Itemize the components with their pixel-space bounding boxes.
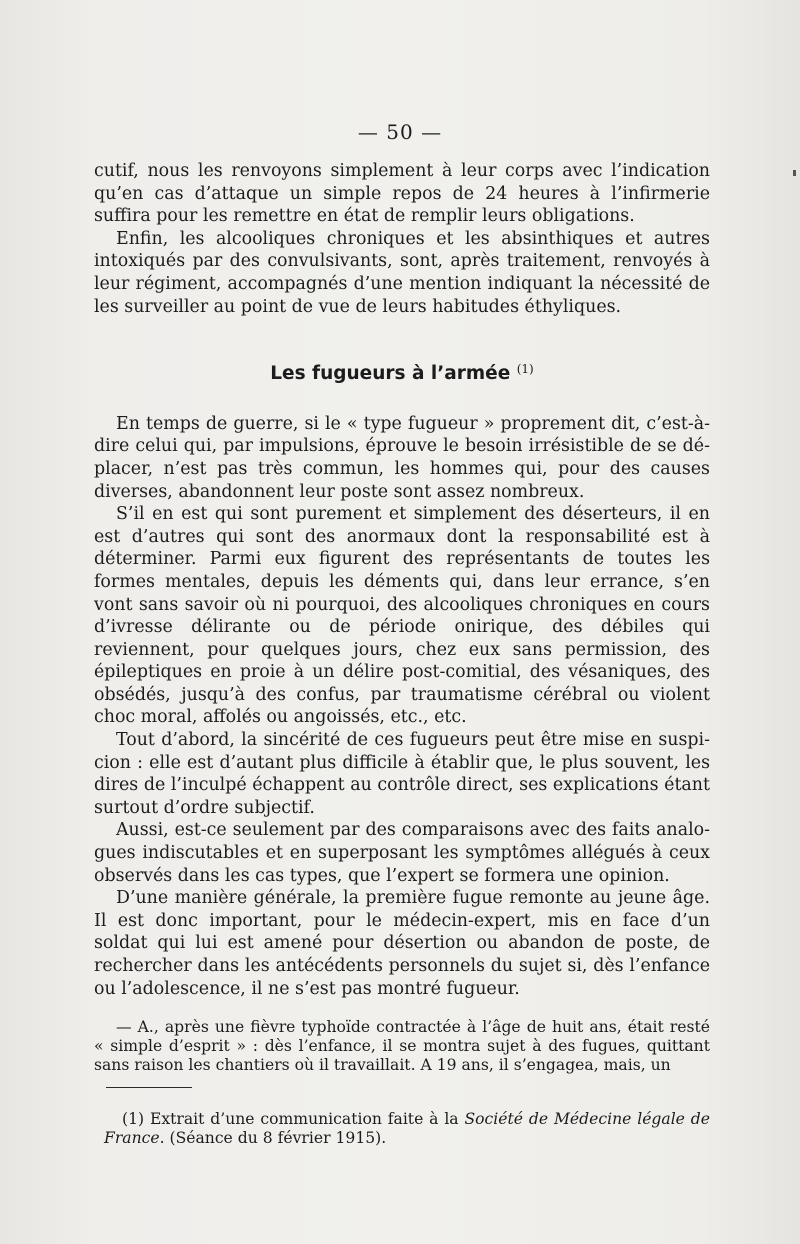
body-paragraph-1: En temps de guerre, si le « type fugueur » proprement dit, c’est-à-dire celui qui, par impulsions, éprouve le besoin irrésistible de se déplacer, n’est pas très commun, les hommes qui, pour des causes diverses, abandonnent leur poste sont assez nombreux.: [94, 413, 710, 502]
section-title: Les fugueurs à l’armée: [270, 363, 511, 385]
body-paragraph-4: Aussi, est-ce seulement par des comparaisons avec des faits analogues indiscutables et en superposant les symptômes allégués à ceux observés dans les cas types, que l’expert se formera une opinion.: [94, 820, 710, 886]
footnote-session: . (Séance du 8 février 1915).: [159, 1129, 387, 1147]
intro-paragraph: Enfin, les alcooliques chroniques et les absinthiques et autres intoxiqués par des convulsivants, sont, après traitement, renvoyés à leur régiment, accompagnés d’une mention indiquant la nécessité de les surveiller au point de vue de leurs habitudes éthyliques.: [94, 228, 710, 317]
page-number: — 50 —: [357, 120, 443, 144]
footnote-reference: (1): [516, 362, 534, 377]
footnote-divider: [106, 1087, 192, 1088]
main-text: [94, 160, 710, 1075]
margin-mark: [793, 170, 796, 176]
case-note-text: — A., après une fièvre typhoïde contractée à l’âge de huit ans, était resté « simple d’esprit » : dès l’enfance, il se montra sujet à des fugues, quittant sans raison les chantiers où il travaillait. A 19 ans, il s’engagea, mais, un: [94, 1018, 710, 1075]
footnote-source: Société de Médecine légale de France: [104, 1110, 710, 1147]
footnote-lead: Extrait d’une communication faite à la: [149, 1110, 459, 1128]
section-heading: [94, 358, 710, 386]
footnote-text: [104, 1110, 710, 1148]
footnote: [104, 1110, 710, 1148]
intro-continuation: cutif, nous les renvoyons simplement à leur corps avec l’indication qu’en cas d’attaque un simple repos de 24 heures à l’infirmerie suffira pour les remettre en état de remplir leurs obligations.: [94, 161, 710, 227]
body-paragraph-5: D’une manière générale, la première fugue remonte au jeune âge. Il est donc important, pour le médecin-expert, mis en face d’un soldat qui lui est amené pour désertion ou abandon de poste, de rechercher dans les antécédents personnels du sujet si, dès l’enfance ou l’adolescence, il ne s’est pas montré fugueur.: [94, 888, 710, 999]
body-paragraph-3: Tout d’abord, la sincérité de ces fugueurs peut être mise en suspicion : elle est d’autant plus difficile à établir que, le plus souvent, les dires de l’inculpé échappent au contrôle direct, ses explications étant surtout d’ordre subjectif.: [94, 730, 710, 818]
case-note: [94, 1018, 710, 1075]
footnote-marker: (1): [122, 1110, 145, 1128]
body-paragraph-2: S’il en est qui sont purement et simplement des déserteurs, il en est d’autres qui sont des anormaux dont la responsabilité est à déterminer. Parmi eux figurent des représentants de toutes les formes mentales, depuis les déments qui, dans leur errance, s’en vont sans savoir où ni pourquoi, des alcooliques chroniques en cours d’ivresse délirante ou de période onirique, des débiles qui reviennent, pour quelques jours, chez eux sans permission, des épileptiques en proie à un délire post-comitial, des vésaniques, des obsédés, jusqu’à des confus, par traumatisme cérébral ou violent choc moral, affolés ou angoissés, etc., etc.: [94, 504, 710, 728]
